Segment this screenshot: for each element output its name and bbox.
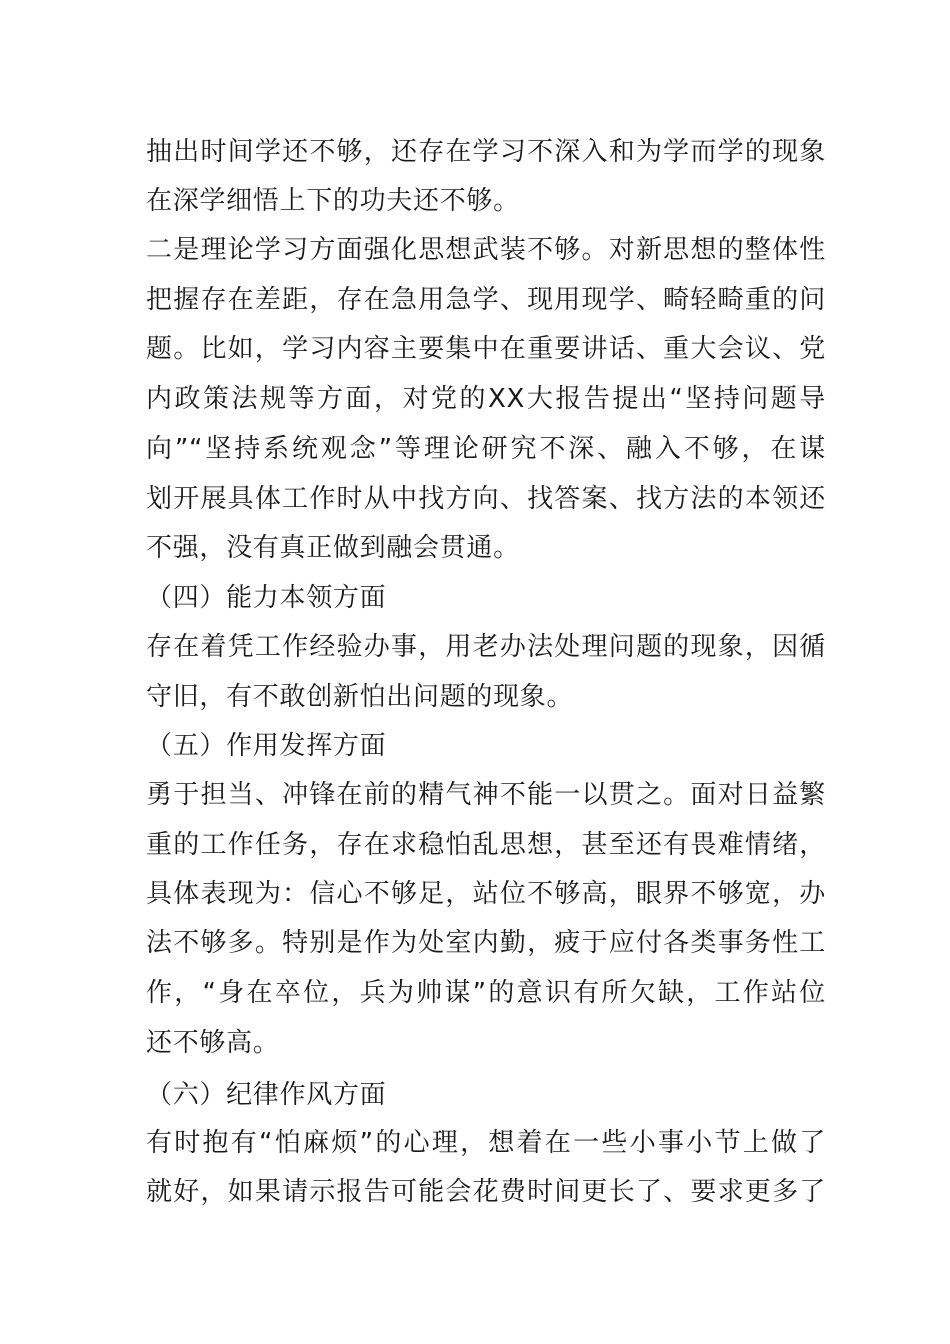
paragraph-line: 作，“身在卒位，兵为帅谋”的意识有所欠缺，工作站位 <box>146 978 826 1008</box>
section-heading: （四）能力本领方面 <box>146 583 387 613</box>
paragraph-line: 法不够多。特别是作为处室内勤，疲于应付各类事务性工 <box>146 928 826 958</box>
paragraph-line: 有时抱有“怕麻烦”的心理，想着在一些小事小节上做了 <box>146 1128 826 1158</box>
paragraph-line: 存在着凭工作经验办事，用老办法处理问题的现象，因循 <box>146 632 826 662</box>
paragraph-line: 题。比如，学习内容主要集中在重要讲话、重大会议、党 <box>146 334 826 364</box>
section-heading: （五）作用发挥方面 <box>146 731 387 761</box>
paragraph-line: 守旧，有不敢创新怕出问题的现象。 <box>146 682 574 712</box>
paragraph-line: 勇于担当、冲锋在前的精气神不能一以贯之。面对日益繁 <box>146 780 826 810</box>
paragraph-line: 划开展具体工作时从中找方向、找答案、找方法的本领还 <box>146 484 826 514</box>
paragraph-line: 在深学细悟上下的功夫还不够。 <box>146 186 520 216</box>
section-heading: （六）纪律作风方面 <box>146 1080 387 1110</box>
paragraph-line: 二是理论学习方面强化思想武装不够。对新思想的整体性 <box>146 235 826 265</box>
paragraph-line: 抽出时间学还不够，还存在学习不深入和为学而学的现象 <box>146 137 826 167</box>
paragraph-line: 具体表现为：信心不够足，站位不够高，眼界不够宽，办 <box>146 879 826 909</box>
paragraph-line: 就好，如果请示报告可能会花费时间更长了、要求更多了 <box>146 1177 826 1207</box>
paragraph-line: 重的工作任务，存在求稳怕乱思想，甚至还有畏难情绪， <box>146 830 826 860</box>
paragraph-line: 还不够高。 <box>146 1028 280 1058</box>
paragraph-line: 内政策法规等方面，对党的XX大报告提出“坚持问题导 <box>146 384 826 414</box>
paragraph-line: 把握存在差距，存在急用急学、现用现学、畸轻畸重的问 <box>146 285 826 315</box>
paragraph-line: 不强，没有真正做到融会贯通。 <box>146 533 520 563</box>
paragraph-line: 向”“坚持系统观念”等理论研究不深、融入不够，在谋 <box>146 434 826 464</box>
